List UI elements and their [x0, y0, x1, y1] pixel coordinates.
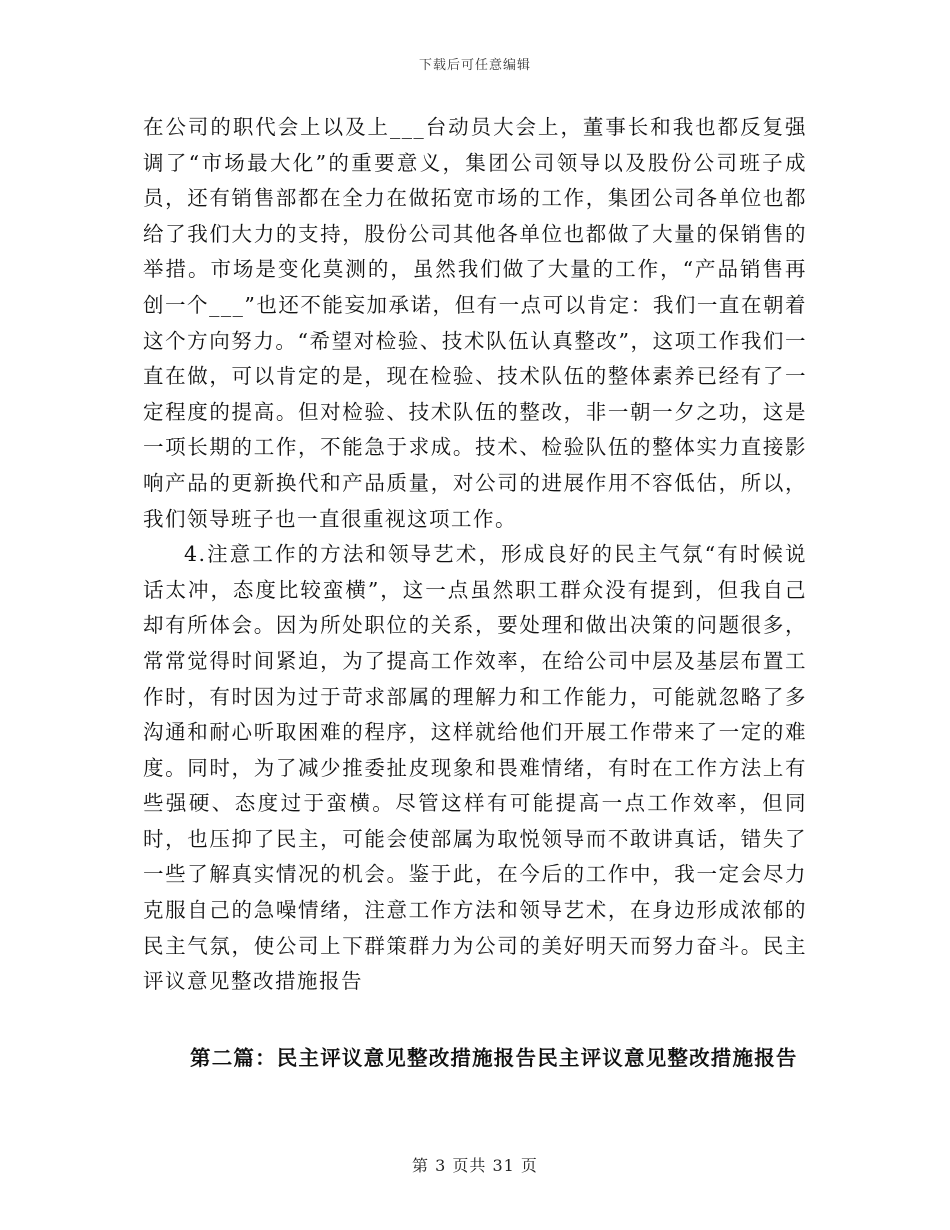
page-number-footer: 第 3 页共 31 页: [412, 1156, 538, 1175]
section-heading: 第二篇：民主评议意见整改措施报告民主评议意见整改措施报告: [190, 1046, 798, 1070]
paragraph-2: 4.注意工作的方法和领导艺术，形成良好的民主气氛“有时候说话太冲，态度比较蛮横”，这一点虽然职工群众没有提到，但我自己却有所体会。因为所处职位的关系，要处理和做出决策的问题很多，常常觉得时间紧迫，为了提高工作效率，在给公司中层及基层布置工作时，有时因为过于苛求部属的理解力和工作能力，可能就忽略了多沟通和耐心听取困难的程序，这样就给他们开展工作带来了一定的难度。同时，为了减少推委扯皮现象和畏难情绪，有时在工作方法上有些强硬、态度过于蛮横。尽管这样有可能提高一点工作效率，但同时，也压抑了民主，可能会使部属为取悦领导而不敢讲真话，错失了一些了解真实情况的机会。鉴于此，在今后的工作中，我一定会尽力克服自己的急噪情绪，注意工作方法和领导艺术，在身边形成浓郁的民主气氛，使公司上下群策群力为公司的美好明天而努力奋斗。民主评议意见整改措施报告: [143, 542, 807, 994]
document-body: [143, 110, 807, 1000]
header-note: 下载后可任意编辑: [418, 58, 531, 73]
paragraph-1: 在公司的职代会上以及上___台动员大会上，董事长和我也都反复强调了“市场最大化”的重要意义，集团公司领导以及股份公司班子成员，还有销售部都在全力在做拓宽市场的工作，集团公司各单位也都给了我们大力的支持，股份公司其他各单位也都做了大量的保销售的举措。市场是变化莫测的，虽然我们做了大量的工作，“产品销售再创一个___”也还不能妄加承诺，但有一点可以肯定：我们一直在朝着这个方向努力。“希望对检验、技术队伍认真整改”，这项工作我们一直在做，可以肯定的是，现在检验、技术队伍的整体素养已经有了一定程度的提高。但对检验、技术队伍的整改，非一朝一夕之功，这是一项长期的工作，不能急于求成。技术、检验队伍的整体实力直接影响产品的更新换代和产品质量，对公司的进展作用不容低估，所以，我们领导班子也一直很重视这项工作。: [143, 115, 807, 531]
